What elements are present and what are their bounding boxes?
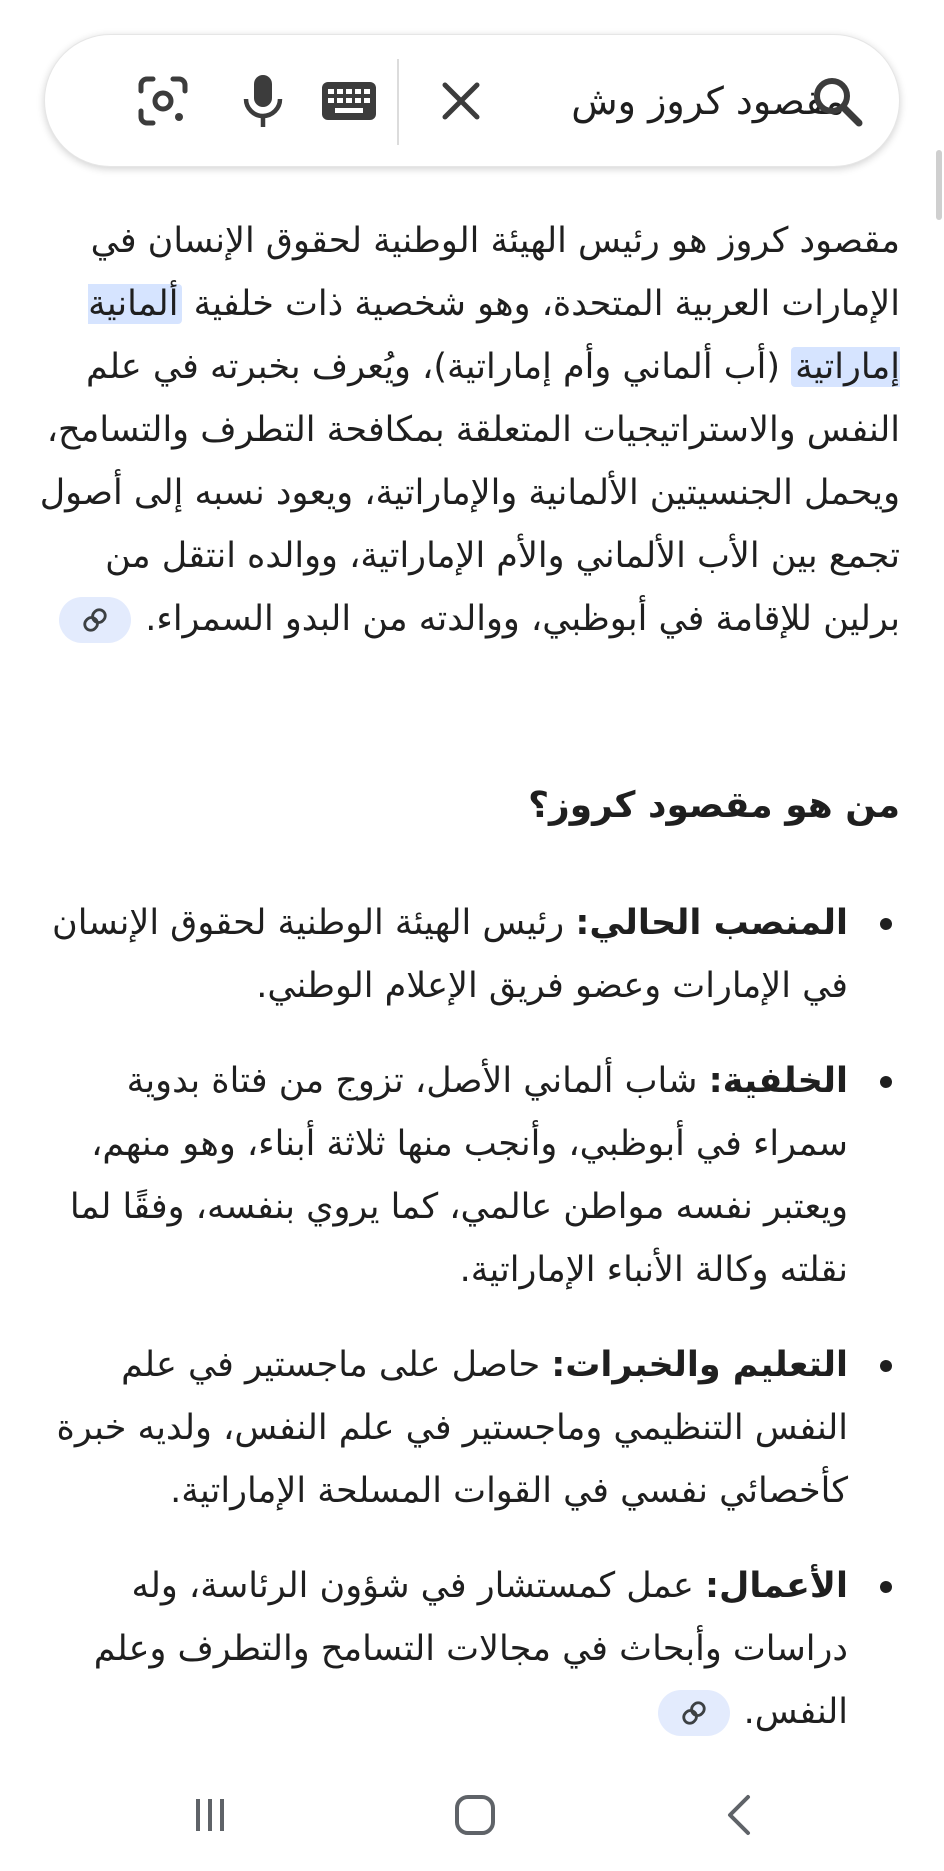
list-item-title: المنصب الحالي: — [575, 903, 848, 943]
answer-text: مقصود كروز هو رئيس الهيئة الوطنية لحقوق الإنسان في الإمارات العربية المتحدة، وهو شخصية ذات خلفية — [90, 221, 900, 324]
scrollbar[interactable] — [936, 150, 942, 220]
system-nav-bar — [0, 1755, 944, 1871]
section-heading: من هو مقصود كروز؟ — [528, 785, 900, 826]
source-link-button[interactable] — [59, 597, 131, 643]
home-icon[interactable] — [445, 1785, 505, 1845]
link-icon — [82, 607, 108, 633]
search-icon[interactable] — [805, 69, 869, 133]
close-icon[interactable] — [429, 69, 493, 133]
camera-lens-icon[interactable] — [131, 69, 195, 133]
list-item-text: شاب ألماني الأصل، تزوج من فتاة بدوية سمراء في أبوظبي، وأنجب منها ثلاثة أبناء، وهو منهم، ويعتبر نفسه مواطن عالمي، كما يروي بنفسه، وفقًا لما نقلته وكالة الأنباء الإماراتية. — [69, 1061, 848, 1290]
answer-text-continued: (أب ألماني وأم إماراتية)، ويُعرف بخبرته في علم النفس والاستراتيجيات المتعلقة بمكافحة التطرف والتسامح، ويحمل الجنسيتين الألمانية والإماراتية، ويعود نسبه إلى أصول تجمع بين الأب الألماني والأم الإماراتية، ووالده انتقل من برلين للإقامة في أبوظبي، ووالدته من البدو السمراء. — [39, 347, 900, 639]
search-divider — [397, 59, 399, 145]
link-icon — [681, 1700, 707, 1726]
recent-apps-icon[interactable] — [180, 1785, 240, 1845]
highlighted-text[interactable]: ألمانية إماراتية — [88, 284, 900, 387]
list-item-title: الأعمال: — [705, 1566, 848, 1606]
bullet-dot — [880, 918, 892, 930]
list-item — [38, 1334, 900, 1523]
list-item-text: عمل كمستشار في شؤون الرئاسة، وله دراسات وأبحاث في مجالات التسامح والتطرف وعلم النفس. — [93, 1566, 848, 1732]
microphone-icon[interactable] — [231, 69, 295, 133]
ai-answer-paragraph — [38, 210, 900, 651]
list-item-text: رئيس الهيئة الوطنية لحقوق الإنسان في الإمارات وعضو فريق الإعلام الوطني. — [52, 903, 848, 1006]
list-item-title: التعليم والخبرات: — [551, 1345, 848, 1385]
bullet-dot — [880, 1076, 892, 1088]
search-bar — [44, 34, 900, 167]
list-item-title: الخلفية: — [708, 1061, 848, 1101]
source-link-button[interactable] — [658, 1690, 730, 1736]
list-item-text: حاصل على ماجستير في علم النفس التنظيمي وماجستير في علم النفس، ولديه خبرة كأخصائي نفسي في القوات المسلحة الإماراتية. — [56, 1345, 848, 1511]
info-list — [38, 892, 900, 1776]
bullet-dot — [880, 1360, 892, 1372]
back-icon[interactable] — [710, 1785, 770, 1845]
list-item — [38, 1555, 900, 1744]
search-input[interactable]: مقصود كروز وش — [571, 79, 845, 123]
bullet-dot — [880, 1581, 892, 1593]
list-item — [38, 1050, 900, 1302]
list-item — [38, 892, 900, 1018]
keyboard-icon[interactable] — [317, 69, 381, 133]
